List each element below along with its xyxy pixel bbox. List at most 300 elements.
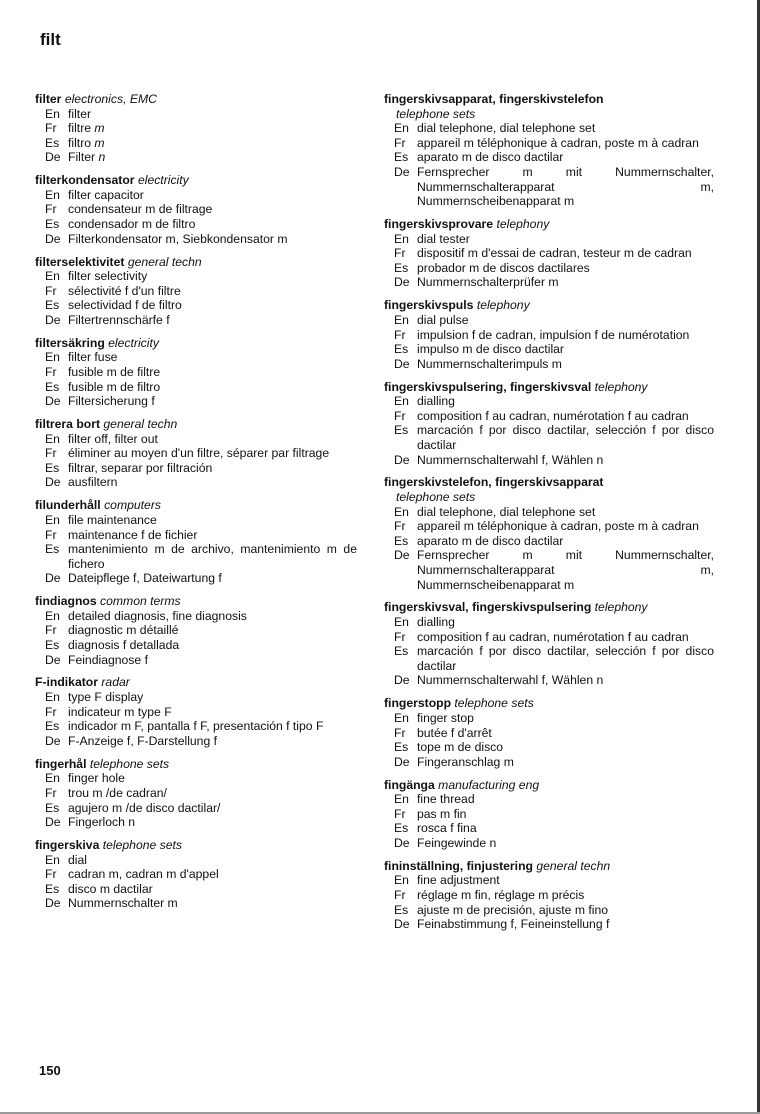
equivalent: filter fuse: [68, 350, 118, 365]
language-code: De: [394, 835, 410, 850]
translation-line: [35, 771, 357, 786]
language-code: Es: [394, 423, 409, 438]
translation-line: [384, 548, 714, 592]
equivalent: filter selectivity: [68, 269, 148, 284]
translation-line: [384, 342, 714, 357]
translation-text: [417, 821, 714, 836]
equivalent: appareil m téléphonique à cadran, poste m à cadran: [417, 135, 699, 150]
translation-text: [417, 836, 714, 851]
subject-field: telephone sets: [454, 696, 534, 711]
translation-line: [384, 328, 714, 343]
equivalent: Nummernschalterprüfer m: [417, 275, 559, 290]
equivalent: diagnosis f detallada: [68, 637, 180, 652]
translation-line: [35, 269, 357, 284]
dictionary-entry: [35, 675, 357, 748]
translation-text: [68, 136, 357, 151]
translation-text: [68, 638, 357, 653]
translation-text: [417, 726, 714, 741]
equivalent: indicador m F, pantalla f F, presentación f tipo F: [68, 719, 324, 734]
language-code: Fr: [45, 623, 57, 638]
headword: findiagnos: [35, 594, 97, 609]
translation-line: [384, 505, 714, 520]
equivalent: diagnostic m détaillé: [68, 623, 179, 638]
headword: fingerhål: [35, 756, 87, 771]
translation-line: [384, 232, 714, 247]
language-code: Es: [45, 719, 60, 734]
language-code: De: [394, 673, 410, 688]
running-head: filt: [40, 30, 61, 49]
equivalent: filter off, filter out: [68, 431, 158, 446]
language-code: Es: [45, 135, 60, 150]
translation-text: [417, 644, 714, 673]
translation-text: [68, 217, 357, 232]
language-code: Es: [394, 342, 409, 357]
language-code: En: [45, 512, 60, 527]
language-code: En: [394, 792, 409, 807]
equivalent: maintenance f de fichier: [68, 527, 198, 542]
translation-text: [417, 313, 714, 328]
language-code: De: [45, 475, 61, 490]
translation-text: [68, 690, 357, 705]
headword: fingerskivspuls: [384, 298, 474, 313]
translation-line: [35, 461, 357, 476]
translation-line: [35, 734, 357, 749]
entry-heading: [384, 475, 714, 490]
dictionary-entry: [35, 173, 357, 246]
translation-text: [68, 380, 357, 395]
subject-field: telephony: [496, 217, 550, 232]
equivalent: Nummernschalterimpuls m: [417, 356, 562, 371]
subject-field: general techn: [103, 417, 178, 432]
gender-marker: n: [98, 150, 106, 165]
equivalent: Feingewinde n: [417, 835, 497, 850]
headword: filterkondensator: [35, 173, 135, 188]
translation-line: [384, 821, 714, 836]
subject-field: electricity: [108, 335, 159, 350]
language-code: En: [45, 269, 60, 284]
entry-heading: [35, 498, 357, 513]
equivalent: mantenimiento m de archivo, mantenimiento m de fichero: [68, 542, 357, 571]
equivalent: cadran m, cadran m d'appel: [68, 867, 219, 882]
translation-line: [35, 232, 357, 247]
translation-text: [417, 807, 714, 822]
equivalent: ausfiltern: [68, 475, 118, 490]
equivalent: pas m fin: [417, 806, 467, 821]
dictionary-entry: [35, 594, 357, 667]
translation-text: [68, 719, 357, 734]
equivalent: Nummernschalter m: [68, 896, 178, 911]
translation-line: [384, 873, 714, 888]
entry-heading: [384, 217, 714, 232]
translation-line: [384, 534, 714, 549]
language-code: De: [45, 896, 61, 911]
equivalent: filtrar, separar por filtración: [68, 460, 213, 475]
translation-line: [384, 313, 714, 328]
dictionary-entry: [384, 475, 714, 592]
equivalent: disco m dactilar: [68, 881, 153, 896]
language-code: En: [394, 873, 409, 888]
translation-line: [35, 121, 357, 136]
equivalent: Dateipflege f, Dateiwartung f: [68, 571, 222, 586]
translation-text: [417, 873, 714, 888]
language-code: En: [394, 121, 409, 136]
equivalent: indicateur m type F: [68, 704, 172, 719]
translation-line: [384, 519, 714, 534]
equivalent: Filtertrennschärfe f: [68, 312, 170, 327]
equivalent: file maintenance: [68, 512, 157, 527]
equivalent: filtre: [68, 121, 92, 136]
headword: fingänga: [384, 777, 435, 792]
headword: fingerskivstelefon, fingerskivsapparat: [384, 475, 604, 490]
headword: filunderhåll: [35, 498, 101, 513]
entry-heading: [384, 859, 714, 874]
equivalent: filter: [68, 106, 92, 121]
translation-line: [35, 136, 357, 151]
right-column: [384, 92, 714, 940]
translation-text: [68, 609, 357, 624]
translation-text: [68, 801, 357, 816]
subject-field: telephone sets: [396, 490, 476, 505]
translation-line: [384, 644, 714, 673]
language-code: En: [394, 231, 409, 246]
equivalent: finger hole: [68, 771, 125, 786]
language-code: De: [394, 754, 410, 769]
subject-field: telephony: [594, 379, 648, 394]
translation-line: [35, 446, 357, 461]
language-code: Fr: [394, 629, 406, 644]
language-code: De: [45, 150, 61, 165]
equivalent: Fernsprecher m mit Nummernschalter, Nummernschalterapparat m, Nummernscheibenapparat m: [417, 164, 714, 209]
translation-text: [68, 653, 357, 668]
equivalent: Fernsprecher m mit Nummernschalter, Nummernschalterapparat m, Nummernscheibenapparat m: [417, 548, 714, 592]
language-code: En: [394, 312, 409, 327]
translation-line: [384, 755, 714, 770]
language-code: De: [394, 275, 410, 290]
translation-text: [417, 394, 714, 409]
subject-field: radar: [101, 675, 130, 690]
language-code: En: [394, 394, 409, 409]
left-column: [35, 92, 357, 919]
language-code: De: [394, 356, 410, 371]
dictionary-entry: [384, 298, 714, 371]
equivalent: Filtersicherung f: [68, 394, 155, 409]
language-code: De: [45, 733, 61, 748]
language-code: Es: [45, 881, 60, 896]
translation-line: [384, 903, 714, 918]
translation-text: [68, 542, 357, 571]
translation-line: [35, 298, 357, 313]
equivalent: fusible m de filtro: [68, 379, 161, 394]
translation-text: [68, 896, 357, 911]
language-code: Es: [394, 644, 409, 659]
translation-text: [417, 409, 714, 424]
equivalent: dial telephone, dial telephone set: [417, 504, 596, 519]
equivalent: impulso m de disco dactilar: [417, 342, 564, 357]
translation-text: [68, 446, 357, 461]
translation-line: [384, 357, 714, 372]
translation-text: [417, 519, 714, 534]
translation-text: [68, 432, 357, 447]
translation-line: [35, 202, 357, 217]
translation-text: [68, 705, 357, 720]
translation-text: [68, 298, 357, 313]
translation-text: [417, 328, 714, 343]
translation-text: [417, 548, 714, 592]
equivalent: composition f au cadran, numérotation f au cadran: [417, 408, 689, 423]
translation-text: [68, 513, 357, 528]
translation-line: [35, 623, 357, 638]
translation-text: [417, 755, 714, 770]
language-code: De: [394, 548, 410, 563]
translation-line: [35, 475, 357, 490]
dictionary-entry: [384, 859, 714, 932]
translation-line: [384, 394, 714, 409]
equivalent: éliminer au moyen d'un filtre, séparer par filtrage: [68, 446, 330, 461]
equivalent: dialling: [417, 615, 455, 630]
language-code: En: [45, 431, 60, 446]
translation-line: [35, 313, 357, 328]
translation-line: [35, 690, 357, 705]
language-code: En: [45, 852, 60, 867]
headword: filter: [35, 92, 62, 106]
translation-line: [35, 638, 357, 653]
equivalent: finger stop: [417, 710, 474, 725]
translation-line: [35, 513, 357, 528]
language-code: En: [394, 615, 409, 630]
translation-line: [384, 150, 714, 165]
language-code: De: [45, 231, 61, 246]
language-code: Es: [394, 902, 409, 917]
entry-heading: [35, 594, 357, 609]
translation-text: [417, 232, 714, 247]
equivalent: Feindiagnose f: [68, 652, 148, 667]
translation-line: [35, 801, 357, 816]
language-code: Es: [394, 533, 409, 548]
headword: fininställning, finjustering: [384, 858, 533, 873]
subject-field: telephone sets: [396, 106, 476, 121]
translation-line: [35, 542, 357, 571]
entry-heading: [384, 778, 714, 793]
entry-heading: [384, 600, 714, 615]
equivalent: dialling: [417, 394, 455, 409]
language-code: De: [45, 394, 61, 409]
dictionary-entry: [384, 778, 714, 851]
language-code: En: [45, 608, 60, 623]
language-code: De: [45, 652, 61, 667]
translation-text: [68, 571, 357, 586]
translation-line: [384, 136, 714, 151]
language-code: En: [45, 771, 60, 786]
equivalent: aparato m de disco dactilar: [417, 150, 564, 165]
translation-text: [417, 121, 714, 136]
translation-line: [35, 394, 357, 409]
language-code: En: [45, 187, 60, 202]
page-number: 150: [39, 1063, 61, 1078]
translation-text: [68, 815, 357, 830]
language-code: Fr: [45, 867, 57, 882]
subject-field: telephone sets: [89, 756, 170, 771]
translation-text: [417, 505, 714, 520]
entry-heading: [35, 417, 357, 432]
language-code: De: [45, 815, 61, 830]
equivalent: Fingeranschlag m: [417, 754, 514, 769]
dictionary-entry: [384, 600, 714, 688]
translation-text: [417, 275, 714, 290]
gender-marker: m: [94, 121, 105, 136]
headword: filtrera bort: [35, 417, 101, 432]
language-code: En: [394, 504, 409, 519]
translation-text: [417, 423, 714, 452]
translation-text: [68, 475, 357, 490]
dictionary-entry: [384, 217, 714, 290]
translation-line: [384, 917, 714, 932]
translation-line: [384, 726, 714, 741]
translation-text: [417, 917, 714, 932]
headword: fingerskivspulsering, fingerskivsval: [384, 379, 592, 394]
entry-heading: [35, 838, 357, 853]
equivalent: appareil m téléphonique à cadran, poste m à cadran: [417, 519, 699, 534]
equivalent: dial pulse: [417, 312, 469, 327]
equivalent: Nummernschalterwahl f, Wählen n: [417, 673, 604, 688]
translation-line: [384, 615, 714, 630]
equivalent: réglage m fin, réglage m précis: [417, 888, 585, 903]
translation-text: [417, 357, 714, 372]
translation-text: [417, 534, 714, 549]
equivalent: fine adjustment: [417, 873, 500, 888]
dictionary-entry: [35, 92, 357, 165]
headword: F-indikator: [35, 675, 98, 690]
language-code: Fr: [394, 806, 406, 821]
equivalent: tope m de disco: [417, 740, 504, 755]
translation-text: [417, 246, 714, 261]
entry-heading: [35, 757, 357, 772]
equivalent: ajuste m de precisión, ajuste m fino: [417, 902, 609, 917]
dictionary-entry: [35, 838, 357, 911]
entry-heading: [35, 336, 357, 351]
equivalent: filter capacitor: [68, 187, 144, 202]
translation-line: [35, 365, 357, 380]
translation-line: [384, 807, 714, 822]
translation-text: [68, 365, 357, 380]
language-code: Es: [45, 298, 60, 313]
translation-line: [384, 888, 714, 903]
translation-line: [384, 409, 714, 424]
translation-line: [384, 792, 714, 807]
translation-text: [68, 269, 357, 284]
translation-text: [417, 792, 714, 807]
translation-text: [417, 342, 714, 357]
translation-line: [35, 284, 357, 299]
dictionary-entry: [35, 498, 357, 586]
language-code: Fr: [45, 704, 57, 719]
language-code: En: [45, 690, 60, 705]
translation-text: [417, 453, 714, 468]
entry-heading: [35, 173, 357, 188]
translation-line: [384, 673, 714, 688]
headword: filterselektivitet: [35, 254, 125, 269]
equivalent: Fingerloch n: [68, 815, 136, 830]
headword: fingerskivsprovare: [384, 217, 494, 232]
translation-line: [35, 719, 357, 734]
translation-text: [417, 903, 714, 918]
translation-text: [417, 711, 714, 726]
headword: fingerskiva: [35, 837, 100, 852]
translation-text: [417, 740, 714, 755]
translation-line: [384, 165, 714, 209]
language-code: Fr: [394, 888, 406, 903]
equivalent: impulsion f de cadran, impulsion f de numérotation: [417, 327, 690, 342]
language-code: De: [45, 571, 61, 586]
translation-line: [35, 350, 357, 365]
translation-text: [68, 882, 357, 897]
translation-text: [417, 888, 714, 903]
headword: filtersäkring: [35, 335, 105, 350]
language-code: En: [45, 106, 60, 121]
equivalent: dial telephone, dial telephone set: [417, 121, 596, 136]
language-code: De: [394, 917, 410, 932]
equivalent: rosca f fina: [417, 821, 477, 836]
equivalent: Filter: [68, 150, 96, 165]
translation-line: [384, 630, 714, 645]
language-code: En: [45, 350, 60, 365]
language-code: Es: [45, 460, 60, 475]
translation-text: [68, 771, 357, 786]
translation-text: [68, 734, 357, 749]
entry-heading: [384, 380, 714, 395]
translation-text: [68, 350, 357, 365]
translation-line: [35, 571, 357, 586]
headword: fingerstopp: [384, 696, 452, 711]
equivalent: agujero m /de disco dactilar/: [68, 800, 221, 815]
dictionary-entry: [384, 380, 714, 468]
translation-line: [35, 896, 357, 911]
translation-line: [35, 786, 357, 801]
equivalent: marcación f por disco dactilar, selección f por disco dactilar: [417, 644, 714, 673]
translation-line: [35, 107, 357, 122]
equivalent: Feinabstimmung f, Feineinstellung f: [417, 917, 610, 932]
translation-text: [68, 150, 357, 165]
equivalent: Filterkondensator m, Siebkondensator m: [68, 231, 288, 246]
dictionary-entry: [35, 417, 357, 490]
dictionary-entry: [384, 92, 714, 209]
language-code: Fr: [394, 327, 406, 342]
entry-heading: [35, 255, 357, 270]
headword: fingerskivsapparat, fingerskivstelefon: [384, 92, 604, 106]
translation-line: [35, 380, 357, 395]
equivalent: dispositif m d'essai de cadran, testeur m de cadran: [417, 246, 692, 261]
equivalent: dial tester: [417, 231, 470, 246]
translation-text: [68, 623, 357, 638]
translation-line: [35, 609, 357, 624]
entry-heading: [384, 92, 714, 107]
equivalent: type F display: [68, 690, 144, 705]
translation-line: [384, 453, 714, 468]
equivalent: filtro: [68, 135, 92, 150]
language-code: Es: [45, 637, 60, 652]
translation-line: [35, 705, 357, 720]
gender-marker: m: [94, 135, 105, 150]
translation-text: [68, 461, 357, 476]
language-code: Es: [394, 740, 409, 755]
translation-line: [35, 867, 357, 882]
equivalent: fine thread: [417, 792, 475, 807]
equivalent: sélectivité f d'un filtre: [68, 283, 181, 298]
subject-field: general techn: [127, 254, 202, 269]
translation-text: [417, 150, 714, 165]
entry-heading: [384, 298, 714, 313]
translation-text: [68, 107, 357, 122]
language-code: Fr: [45, 364, 57, 379]
